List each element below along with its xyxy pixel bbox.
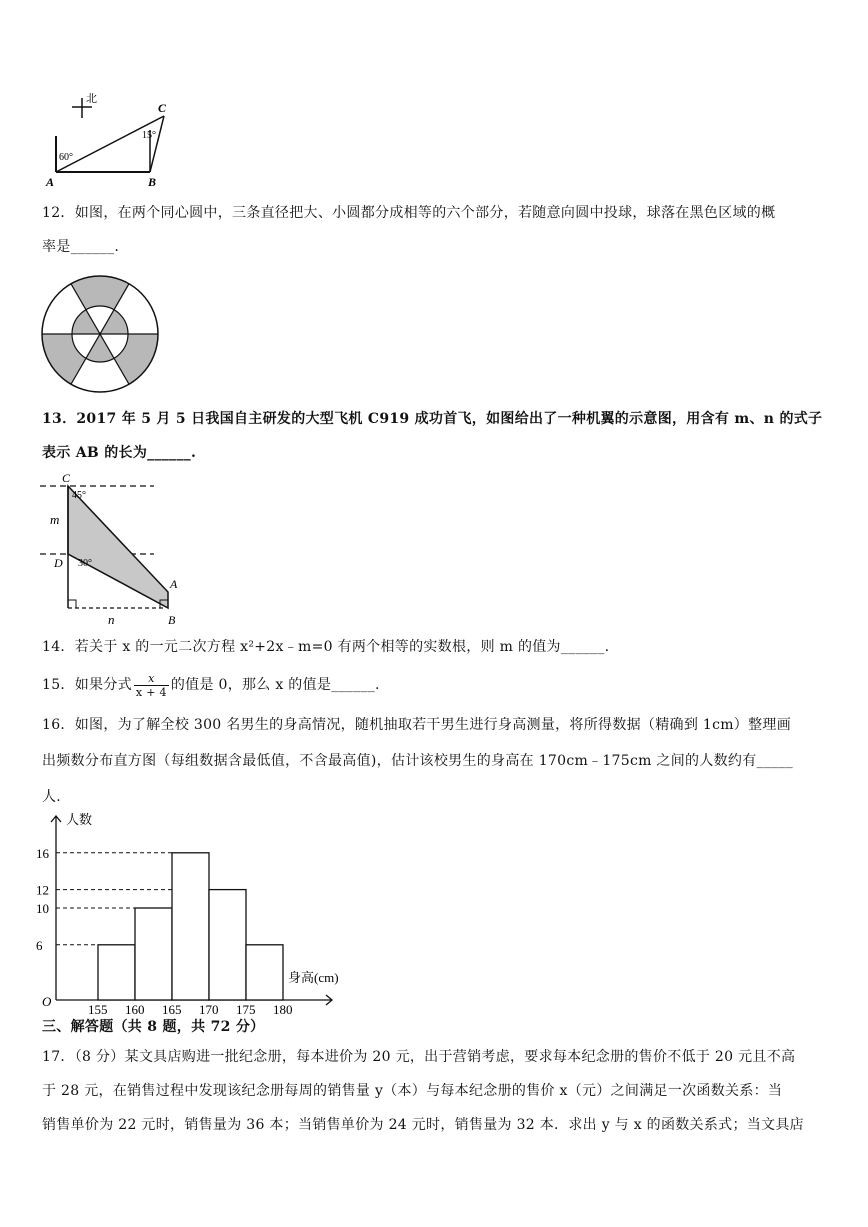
- origin-label: O: [42, 994, 52, 1009]
- x-axis-label: 身高(cm): [288, 970, 339, 985]
- label-c: C: [62, 471, 71, 485]
- x-tick-180: 180: [273, 1002, 293, 1017]
- x-tick-155: 155: [88, 1002, 108, 1017]
- q17-line2: 于 28 元，在销售过程中发现该纪念册每周的销售量 y（本）与每本纪念册的售价 x（元）之间满足一次函数关系：当: [42, 1083, 783, 1099]
- bar-160-165: [135, 908, 172, 1000]
- bar-175-180: [246, 945, 283, 1000]
- label-d: D: [54, 556, 63, 570]
- q16-line1: 16．如图，为了解全校 300 名男生的身高情况，随机抽取若干男生进行身高测量，将所得数据（精确到 1cm）整理画: [42, 717, 792, 733]
- label-m: m: [50, 512, 60, 527]
- bar-165-170: [172, 853, 209, 1000]
- q15-text: [42, 668, 832, 702]
- y-axis-label: 人数: [66, 812, 93, 827]
- outer-ring-shaded-right: [114, 334, 158, 384]
- bar-155-160: [98, 945, 135, 1000]
- angle-60-label: 60°: [59, 152, 73, 163]
- outer-ring-shaded-top: [71, 276, 129, 310]
- label-c: C: [158, 101, 167, 115]
- outer-ring-shaded-left: [42, 334, 86, 384]
- angle-30-label: 30°: [78, 558, 92, 569]
- q12-concentric-circles-figure: [38, 272, 162, 396]
- x-tick-175: 175: [236, 1002, 256, 1017]
- label-n: n: [108, 612, 115, 627]
- y-tick-10: 10: [36, 901, 49, 916]
- inner-shaded-3: [72, 310, 100, 334]
- q17-line3: 销售单价为 22 元时，销售量为 36 本；当销售单价为 24 元时，销售量为 32 本．求出 y 与 x 的函数关系式；当文具店: [42, 1117, 804, 1133]
- side-bc: [150, 116, 164, 172]
- bar-170-175: [209, 890, 246, 1000]
- angle-15-label: 15°: [142, 130, 156, 141]
- q13-line2: 表示 AB 的长为______.: [42, 445, 197, 461]
- q14-text: 14．若关于 x 的一元二次方程 x²+2x﹣m=0 有两个相等的实数根，则 m 的值为______.: [42, 639, 610, 655]
- section3-heading: 三、解答题（共 8 题，共 72 分）: [42, 1019, 265, 1035]
- q12-line1: 12．如图，在两个同心圆中，三条直径把大、小圆都分成相等的六个部分，若随意向圆中投球，球落在黑色区域的概: [42, 205, 776, 221]
- side-ac: [56, 116, 164, 172]
- q16-line3: 人.: [42, 789, 62, 805]
- x-tick-170: 170: [199, 1002, 219, 1017]
- x-tick-165: 165: [162, 1002, 182, 1017]
- q15-frac-numerator: x: [134, 672, 169, 686]
- north-label: 北: [86, 93, 97, 105]
- q12-line2: 率是______.: [42, 239, 120, 255]
- y-tick-6: 6: [36, 937, 43, 953]
- x-tick-160: 160: [125, 1002, 145, 1017]
- label-b: B: [168, 613, 176, 627]
- label-b: B: [148, 175, 157, 189]
- q11-figure: [40, 88, 180, 190]
- q15-suffix: 的值是 0，那么 x 的值是______.: [170, 677, 380, 693]
- inner-shaded-1: [100, 310, 128, 334]
- q13-wing-figure: [36, 470, 196, 630]
- q16-line2: 出频数分布直方图（每组数据含最低值，不含最高值)，估计该校男生的身高在 170cm﹣175cm 之间的人数约有_____: [42, 753, 794, 769]
- label-a: A: [170, 577, 178, 591]
- q15-prefix: 15．如果分式: [42, 677, 132, 693]
- q17-line1: 17．（8 分）某文具店购进一批纪念册，每本进价为 20 元，出于营销考虑，要求每本纪念册的售价不低于 20 元且不高: [42, 1049, 796, 1065]
- q15-fraction: [134, 672, 169, 699]
- q15-frac-denominator: x + 4: [135, 685, 167, 699]
- inner-shaded-2: [86, 334, 114, 362]
- wing-shape: [68, 486, 168, 608]
- angle-45-label: 45°: [72, 490, 86, 501]
- right-angle-mark: [68, 600, 76, 608]
- label-a: A: [46, 175, 55, 189]
- y-tick-16: 16: [36, 845, 49, 861]
- y-tick-12: 12: [36, 882, 49, 898]
- q13-line1: 13．2017 年 5 月 5 日我国自主研发的大型飞机 C919 成功首飞，如图给出了一种机翼的示意图，用含有 m、n 的式子: [42, 411, 823, 427]
- q16-histogram: [32, 808, 362, 1020]
